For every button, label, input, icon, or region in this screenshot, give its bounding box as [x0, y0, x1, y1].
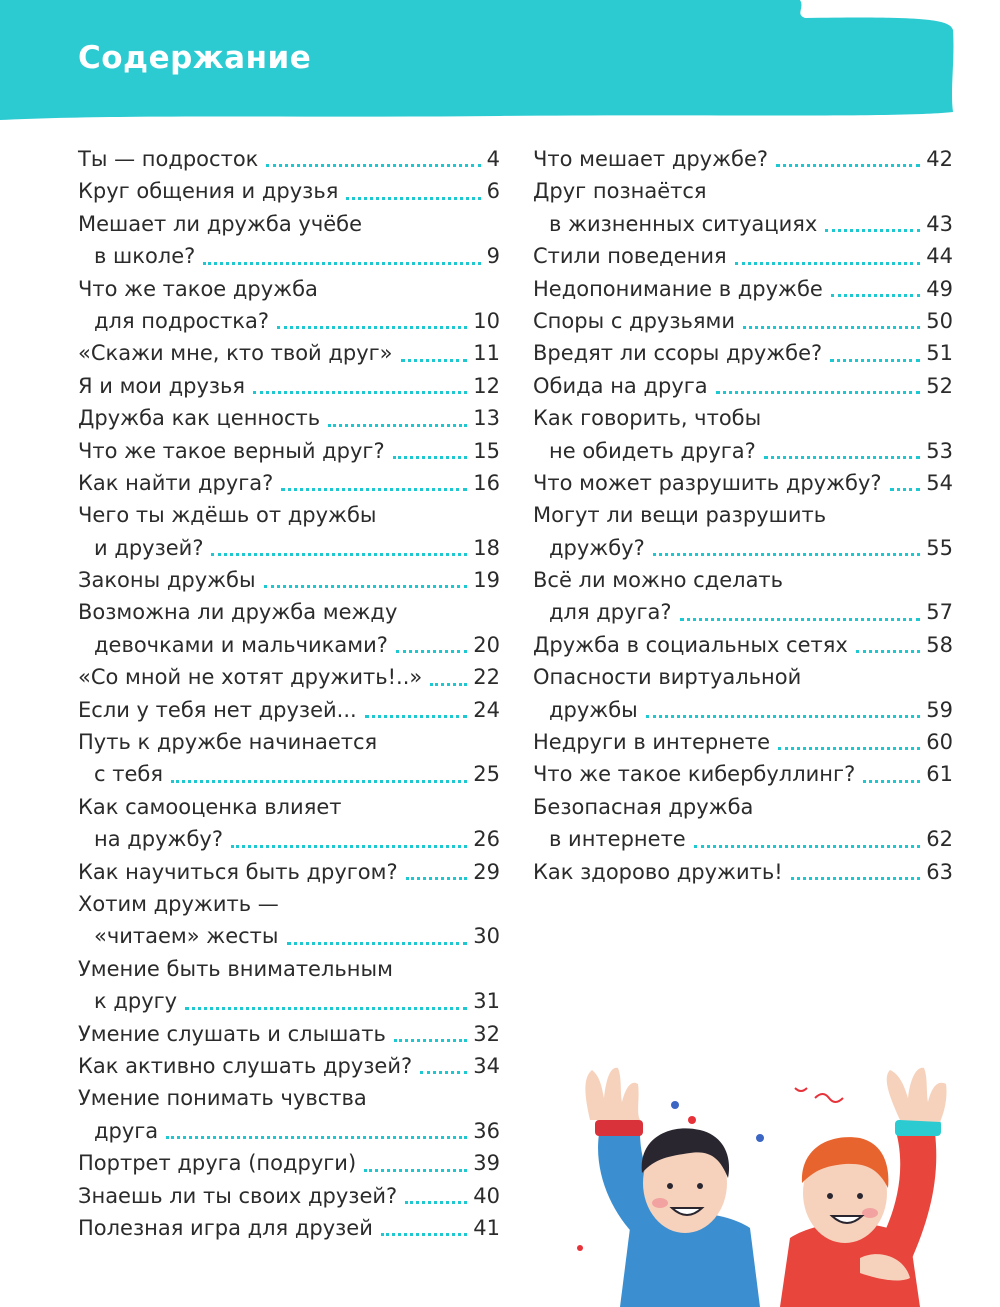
toc-entry[interactable]: [78, 273, 500, 305]
dot-leader: [328, 422, 467, 427]
dot-leader: [406, 875, 468, 880]
toc-entry-title: Путь к дружбе начинается: [78, 730, 378, 755]
toc-entry-title: дружбы: [549, 697, 638, 722]
dot-leader: [203, 260, 480, 265]
toc-entry-title: Как найти друга?: [78, 470, 274, 495]
right-boy: [780, 1068, 947, 1307]
toc-entry-title: Всё ли можно сделать: [533, 568, 784, 593]
toc-entry[interactable]: [533, 758, 953, 790]
toc-entry[interactable]: [533, 629, 953, 661]
dot-leader: [365, 713, 468, 718]
toc-entry-title: Обида на друга: [533, 373, 708, 398]
dot-leader: [166, 1134, 467, 1139]
toc-entry[interactable]: [533, 661, 953, 693]
toc-page-number: 41: [473, 1215, 500, 1240]
toc-entry-title: «Скажи мне, кто твой друг»: [78, 341, 393, 366]
toc-entry[interactable]: [78, 1147, 500, 1179]
toc-entry[interactable]: [533, 402, 953, 434]
toc-entry[interactable]: [533, 564, 953, 596]
toc-entry-title: для друга?: [549, 600, 672, 625]
dot-leader: [364, 1167, 467, 1172]
toc-page-number: 20: [473, 632, 500, 657]
toc-page-number: 16: [473, 470, 500, 495]
dot-leader: [646, 713, 921, 718]
toc-entry-title: Как говорить, чтобы: [533, 406, 762, 431]
toc-entry[interactable]: [78, 532, 500, 564]
toc-page-number: 10: [473, 308, 500, 333]
toc-entry-title: дружбу?: [549, 535, 645, 560]
toc-entry[interactable]: [533, 532, 953, 564]
dot-leader: [277, 324, 467, 329]
toc-page-number: 34: [473, 1053, 500, 1078]
toc-entry[interactable]: [78, 1018, 500, 1050]
toc-page-number: 4: [486, 147, 500, 171]
dot-leader: [831, 292, 920, 297]
toc-entry-title: Могут ли вещи разрушить: [533, 503, 827, 528]
dot-leader: [381, 1231, 467, 1236]
dot-leader: [346, 195, 480, 200]
toc-page-number: 32: [473, 1021, 500, 1046]
toc-entry-title: «читаем» жесты: [94, 924, 279, 949]
toc-page-number: 36: [473, 1118, 500, 1143]
toc-page-number: 61: [926, 762, 953, 787]
toc-page-number: 57: [926, 600, 953, 625]
toc-entry[interactable]: [78, 1212, 500, 1244]
dot-leader: [185, 1005, 467, 1010]
toc-entry-title: на дружбу?: [94, 827, 223, 852]
toc-entry[interactable]: [533, 273, 953, 305]
toc-page-number: 40: [473, 1183, 500, 1208]
toc-left-column: [78, 143, 500, 1244]
toc-entry[interactable]: [533, 143, 953, 175]
toc-entry-title: Что мешает дружбе?: [533, 147, 769, 171]
toc-entry-title: Мешает ли дружба учёбе: [78, 211, 363, 236]
toc-right-column: [533, 143, 953, 888]
dot-leader: [694, 843, 921, 848]
dot-leader: [653, 551, 921, 556]
toc-entry-title: друга: [94, 1118, 159, 1143]
dot-leader: [716, 389, 921, 394]
dot-leader: [778, 745, 920, 750]
toc-entry-title: Если у тебя нет друзей...: [78, 697, 357, 722]
toc-entry[interactable]: [533, 305, 953, 337]
dot-leader: [281, 486, 467, 491]
dot-leader: [430, 681, 467, 686]
toc-entry-title: Что же такое кибербуллинг?: [533, 762, 856, 787]
toc-entry-title: в школе?: [94, 244, 196, 269]
toc-page-number: 19: [473, 568, 500, 593]
toc-entry-title: Недопонимание в дружбе: [533, 276, 823, 301]
dot-leader: [830, 357, 920, 362]
toc-entry-title: Стили поведения: [533, 244, 727, 269]
toc-page-number: 43: [926, 211, 953, 236]
toc-entry-title: с тебя: [94, 762, 163, 787]
toc-entry-title: девочками и мальчиками?: [94, 632, 388, 657]
toc-entry[interactable]: [78, 758, 500, 790]
dot-leader: [791, 875, 921, 880]
toc-page-number: 39: [473, 1151, 500, 1176]
toc-entry-title: Как активно слушать друзей?: [78, 1053, 413, 1078]
toc-entry-title: Знаешь ли ты своих друзей?: [78, 1183, 398, 1208]
toc-entry-title: Друг познаётся: [533, 179, 707, 204]
toc-entry[interactable]: [78, 661, 500, 693]
dot-leader: [680, 616, 921, 621]
dot-leader: [743, 324, 920, 329]
toc-entry-title: Вредят ли ссоры дружбе?: [533, 341, 823, 366]
dot-leader: [863, 778, 920, 783]
toc-page-number: 25: [473, 762, 500, 787]
toc-entry-title: Что может разрушить дружбу?: [533, 470, 882, 495]
toc-page-number: 51: [926, 341, 953, 366]
toc-entry[interactable]: [533, 435, 953, 467]
toc-entry[interactable]: [533, 208, 953, 240]
toc-entry-title: Что же такое верный друг?: [78, 438, 385, 463]
toc-page-number: 52: [926, 373, 953, 398]
toc-entry-title: Законы дружбы: [78, 568, 256, 593]
toc-entry[interactable]: [78, 435, 500, 467]
toc-entry[interactable]: [78, 143, 500, 175]
dot-leader: [825, 227, 920, 232]
toc-entry-title: Как здорово дружить!: [533, 859, 783, 884]
toc-page-number: 13: [473, 406, 500, 431]
dot-leader: [735, 260, 921, 265]
toc-entry[interactable]: [78, 1082, 500, 1114]
toc-entry-title: Дружба в социальных сетях: [533, 632, 848, 657]
dot-leader: [253, 389, 467, 394]
toc-page-number: 11: [473, 341, 500, 366]
dot-leader: [231, 843, 467, 848]
toc-entry[interactable]: [78, 208, 500, 240]
toc-entry-title: не обидеть друга?: [549, 438, 756, 463]
toc-page-number: 22: [473, 665, 500, 690]
toc-entry[interactable]: [78, 175, 500, 207]
toc-entry[interactable]: [78, 694, 500, 726]
toc-page-number: 12: [473, 373, 500, 398]
toc-entry-title: Чего ты ждёшь от дружбы: [78, 503, 377, 528]
toc-entry[interactable]: [533, 175, 953, 207]
toc-page-number: 9: [486, 244, 500, 269]
dot-leader: [856, 648, 920, 653]
toc-page-number: 44: [926, 244, 953, 269]
toc-page-number: 24: [473, 697, 500, 722]
toc-entry[interactable]: [533, 856, 953, 888]
dot-leader: [287, 940, 468, 945]
toc-entry-title: Портрет друга (подруги): [78, 1151, 357, 1176]
toc-entry[interactable]: [78, 985, 500, 1017]
page-title: Содержание: [78, 40, 312, 76]
toc-entry-title: Умение понимать чувства: [78, 1086, 367, 1111]
toc-entry-title: Опасности виртуальной: [533, 665, 802, 690]
dot-leader: [776, 162, 920, 167]
toc-entry[interactable]: [78, 305, 500, 337]
toc-entry-title: Полезная игра для друзей: [78, 1215, 373, 1240]
toc-entry-title: Дружба как ценность: [78, 406, 321, 431]
toc-entry-title: Я и мои друзья: [78, 373, 246, 398]
toc-entry-title: Безопасная дружба: [533, 794, 754, 819]
toc-entry[interactable]: [533, 694, 953, 726]
toc-entry-title: к другу: [94, 989, 178, 1014]
toc-entry[interactable]: [533, 823, 953, 855]
toc-page-number: 59: [926, 697, 953, 722]
toc-entry-title: в интернете: [549, 827, 686, 852]
dot-leader: [394, 1037, 467, 1042]
toc-entry[interactable]: [78, 240, 500, 272]
toc-page-number: 6: [486, 179, 500, 204]
toc-page-number: 49: [926, 276, 953, 301]
dot-leader: [171, 778, 467, 783]
toc-page-number: 60: [926, 730, 953, 755]
toc-entry-title: Возможна ли дружба между: [78, 600, 398, 625]
toc-entry-title: Круг общения и друзья: [78, 179, 339, 204]
toc-entry-title: в жизненных ситуациях: [549, 211, 818, 236]
toc-page-number: 42: [926, 147, 953, 171]
toc-entry[interactable]: [78, 726, 500, 758]
dot-leader: [264, 583, 468, 588]
toc-entry-title: Умение слушать и слышать: [78, 1021, 386, 1046]
toc-entry[interactable]: [533, 337, 953, 369]
toc-entry[interactable]: [533, 726, 953, 758]
toc-page-number: 50: [926, 308, 953, 333]
toc-entry-title: Как самооценка влияет: [78, 794, 342, 819]
toc-entry-title: Ты — подросток: [78, 147, 259, 171]
toc-entry[interactable]: [78, 888, 500, 920]
dot-leader: [890, 486, 921, 491]
toc-page-number: 58: [926, 632, 953, 657]
toc-entry[interactable]: [78, 337, 500, 369]
toc-entry-title: «Со мной не хотят дружить!..»: [78, 665, 423, 690]
toc-entry[interactable]: [533, 596, 953, 628]
toc-entry[interactable]: [78, 823, 500, 855]
toc-entry[interactable]: [78, 1050, 500, 1082]
toc-entry[interactable]: [78, 596, 500, 628]
toc-entry-title: Недруги в интернете: [533, 730, 771, 755]
header-banner: [0, 0, 1000, 125]
toc-entry[interactable]: [78, 499, 500, 531]
dot-leader: [211, 551, 467, 556]
toc-entry[interactable]: [78, 467, 500, 499]
toc-entry-title: Хотим дружить —: [78, 891, 279, 916]
toc-entry[interactable]: [78, 564, 500, 596]
toc-entry[interactable]: [533, 499, 953, 531]
dot-leader: [396, 648, 467, 653]
toc-page-number: 55: [926, 535, 953, 560]
toc-page-number: 63: [926, 859, 953, 884]
toc-entry[interactable]: [78, 629, 500, 661]
toc-entry[interactable]: [78, 1115, 500, 1147]
toc-entry-title: Что же такое дружба: [78, 276, 318, 301]
toc-entry[interactable]: [533, 240, 953, 272]
toc-entry[interactable]: [533, 467, 953, 499]
toc-page-number: 26: [473, 827, 500, 852]
dot-leader: [764, 454, 920, 459]
toc-entry-title: Как научиться быть другом?: [78, 859, 398, 884]
toc-entry[interactable]: [533, 791, 953, 823]
dot-leader: [401, 357, 468, 362]
toc-entry[interactable]: [78, 953, 500, 985]
toc-page-number: 54: [926, 470, 953, 495]
toc-page-number: 30: [473, 924, 500, 949]
toc-entry[interactable]: [78, 791, 500, 823]
toc-entry-title: для подростка?: [94, 308, 270, 333]
dot-leader: [405, 1199, 467, 1204]
toc-page-number: 62: [926, 827, 953, 852]
toc-entry[interactable]: [78, 370, 500, 402]
toc-entry[interactable]: [78, 1180, 500, 1212]
toc-page-number: 53: [926, 438, 953, 463]
toc-page-number: 29: [473, 859, 500, 884]
dot-leader: [420, 1069, 467, 1074]
toc-entry-title: и друзей?: [94, 535, 204, 560]
toc-page-number: 15: [473, 438, 500, 463]
toc-entry-title: Споры с друзьями: [533, 308, 735, 333]
toc-page-number: 31: [473, 989, 500, 1014]
toc-entry[interactable]: [78, 402, 500, 434]
toc-entry[interactable]: [78, 856, 500, 888]
toc-entry-title: Умение быть внимательным: [78, 956, 393, 981]
dot-leader: [266, 162, 480, 167]
dot-leader: [393, 454, 468, 459]
toc-page-number: 18: [473, 535, 500, 560]
toc-entry[interactable]: [533, 370, 953, 402]
friends-illustration: [560, 1058, 1000, 1307]
toc-entry[interactable]: [78, 920, 500, 952]
